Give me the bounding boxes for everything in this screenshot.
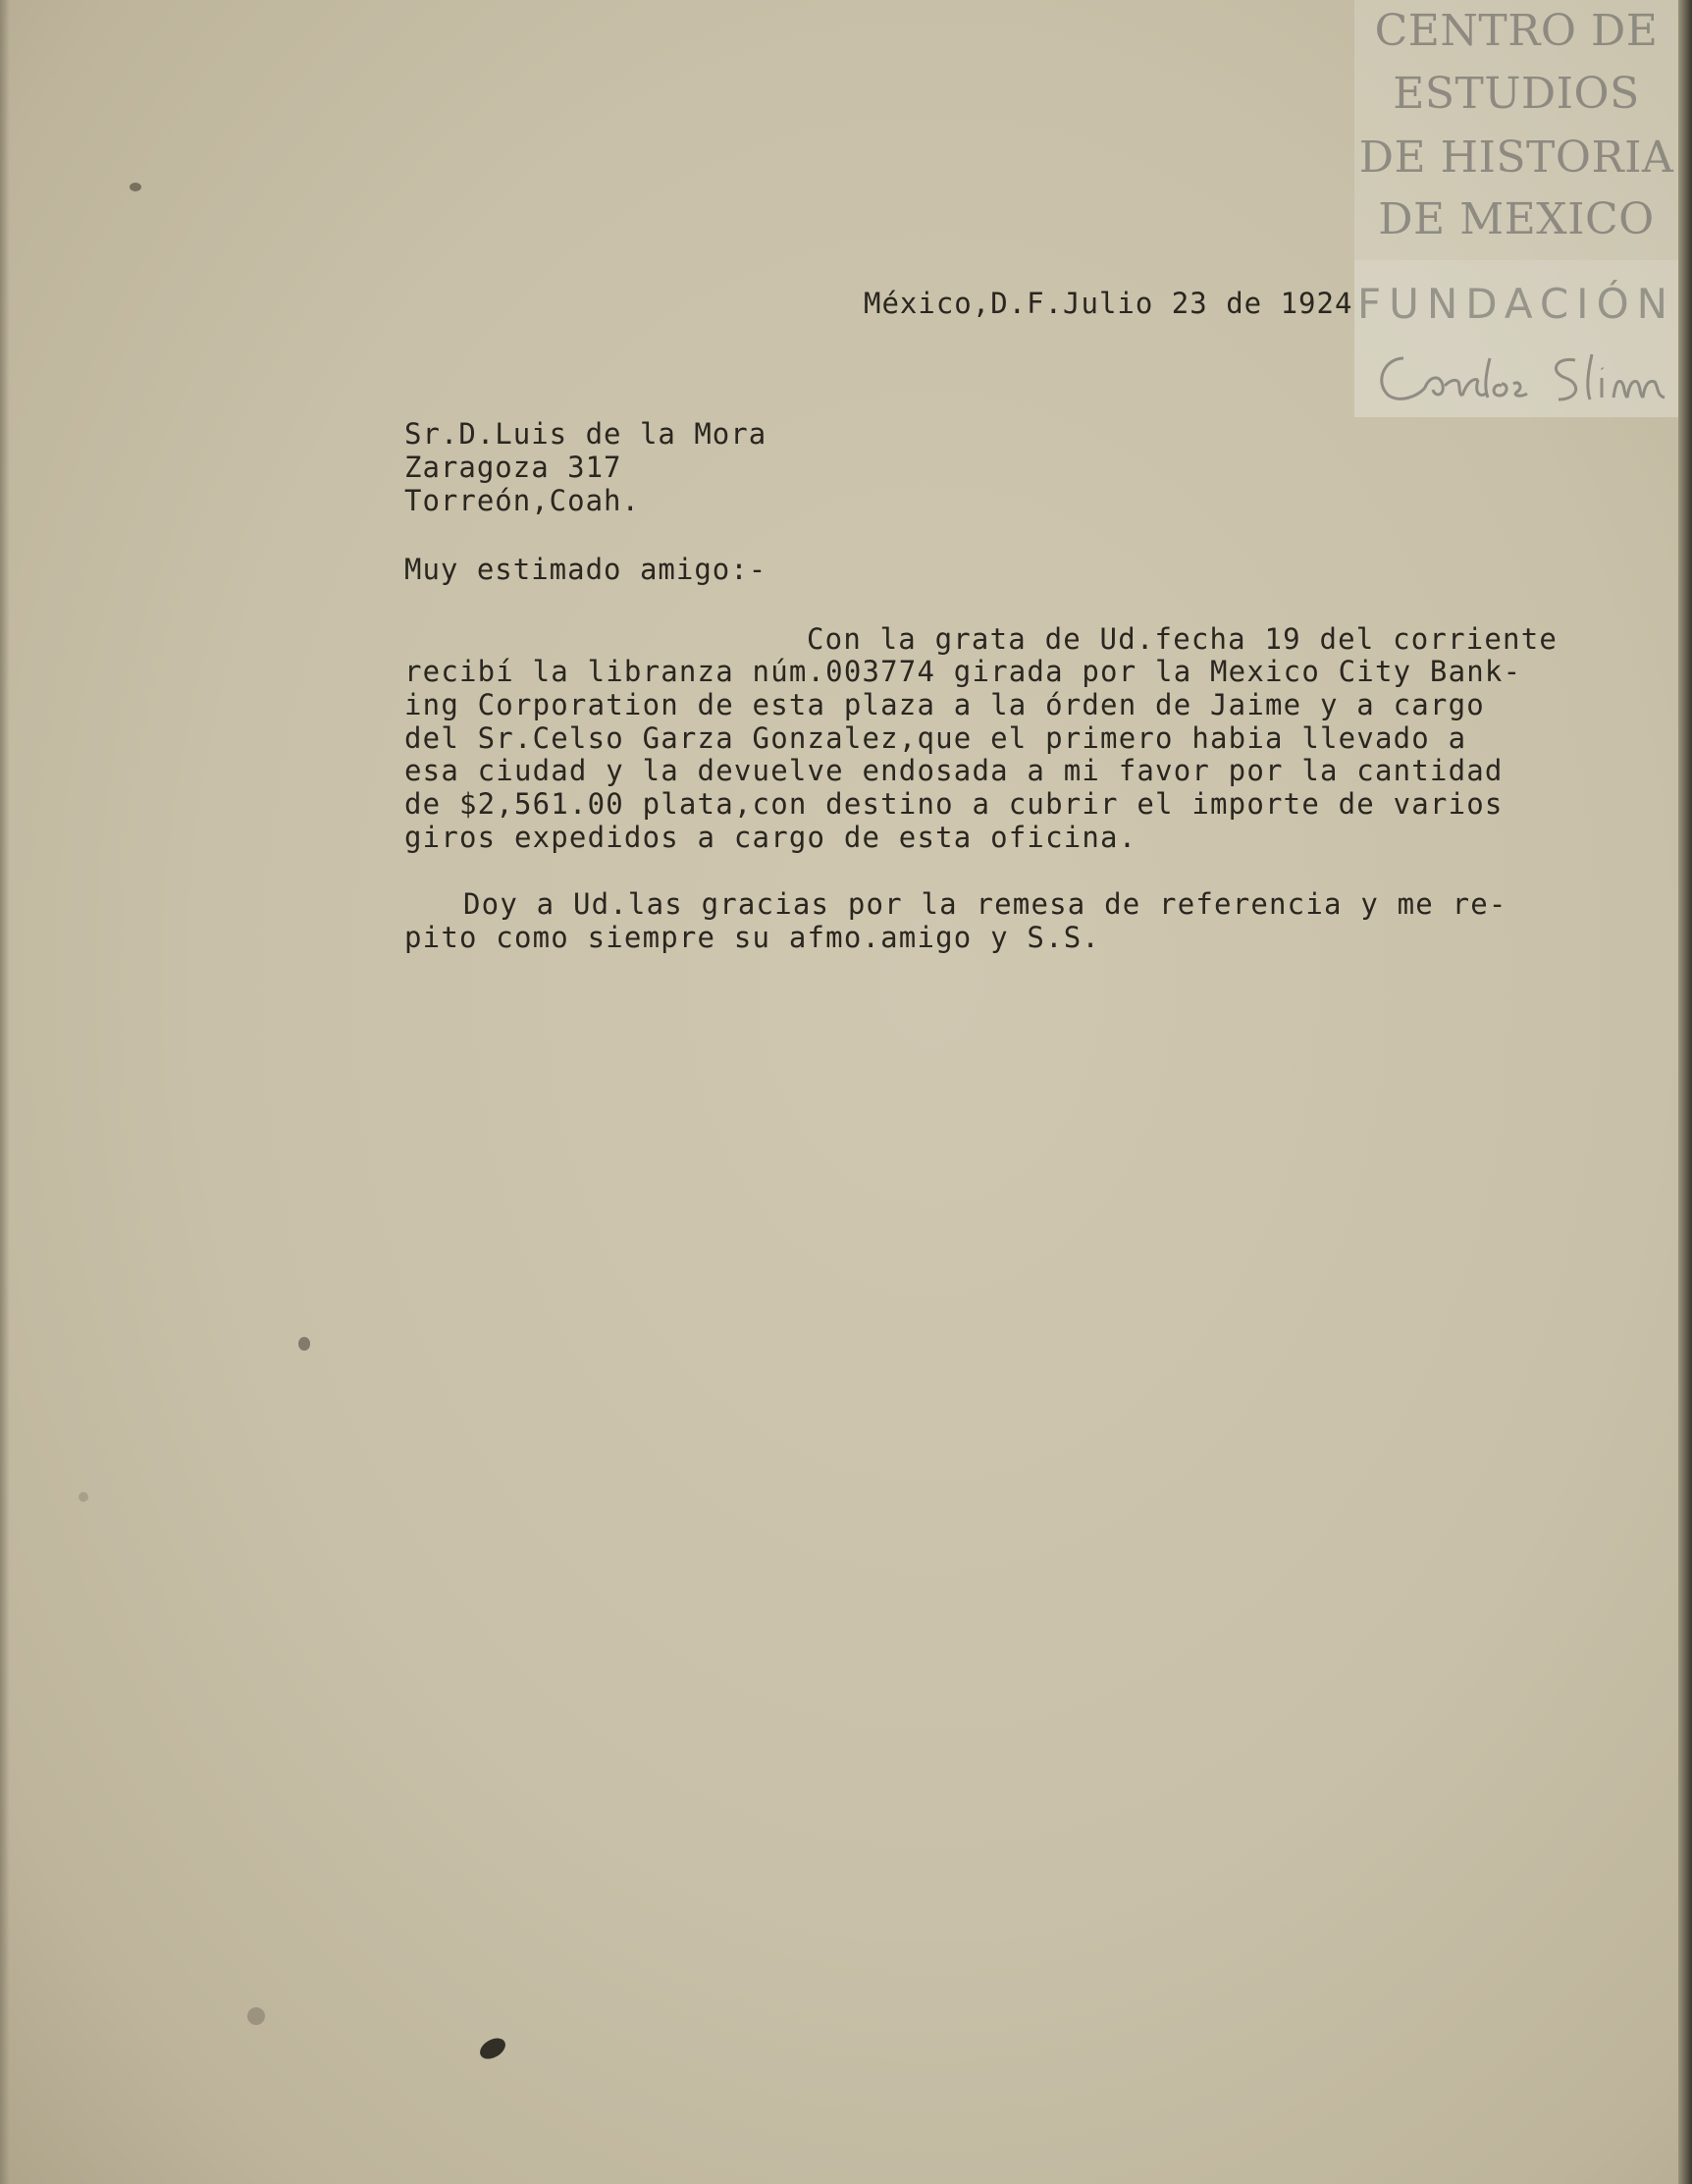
watermark-signature-icon xyxy=(1364,339,1678,412)
page-right-edge xyxy=(1678,0,1692,2184)
letter-date: México,D.F.Julio 23 de 1924 xyxy=(864,287,1353,320)
smudge-left-margin xyxy=(79,1492,88,1502)
paragraph-2-line-2: pito como siempre su afmo.amigo y S.S. xyxy=(404,921,1101,954)
paragraph-1-line-6: de $2,561.00 plata,con destino a cubrir el importe de varios xyxy=(404,787,1504,821)
paragraph-1-line-2: recibí la libranza núm.003774 girada por la Mexico City Bank- xyxy=(404,655,1522,688)
ink-speck-middle-left xyxy=(298,1337,310,1351)
ink-speck-top-left xyxy=(130,183,141,191)
paragraph-1-line-1: Con la grata de Ud.fecha 19 del corriente xyxy=(807,622,1559,656)
watermark-line-2: ESTUDIOS xyxy=(1393,69,1640,119)
paragraph-2-line-1: Doy a Ud.las gracias por la remesa de referencia y me re- xyxy=(463,887,1507,921)
ink-blot-bottom xyxy=(476,2034,508,2063)
page-left-edge xyxy=(0,0,10,2184)
recipient-city: Torreón,Coah. xyxy=(404,484,640,517)
recipient-name: Sr.D.Luis de la Mora xyxy=(404,417,767,451)
salutation: Muy estimado amigo:- xyxy=(404,553,767,586)
paragraph-1-line-4: del Sr.Celso Garza Gonzalez,que el primero habia llevado a xyxy=(404,721,1467,755)
paragraph-1-line-7: giros expedidos a cargo de esta oficina. xyxy=(404,821,1137,854)
watermark-foundation: FUNDACIÓN xyxy=(1356,280,1676,328)
watermark-line-4: DE MEXICO xyxy=(1378,194,1655,244)
recipient-street: Zaragoza 317 xyxy=(404,451,622,484)
watermark-line-1: CENTRO DE xyxy=(1374,6,1659,56)
smudge-bottom-left xyxy=(247,2007,265,2025)
watermark-line-3: DE HISTORIA xyxy=(1358,133,1674,183)
paragraph-1-line-5: esa ciudad y la devuelve endosada a mi favor por la cantidad xyxy=(404,754,1504,787)
paragraph-1-line-3: ing Corporation de esta plaza a la órden de Jaime y a cargo xyxy=(404,688,1485,721)
archive-watermark xyxy=(1354,0,1678,417)
